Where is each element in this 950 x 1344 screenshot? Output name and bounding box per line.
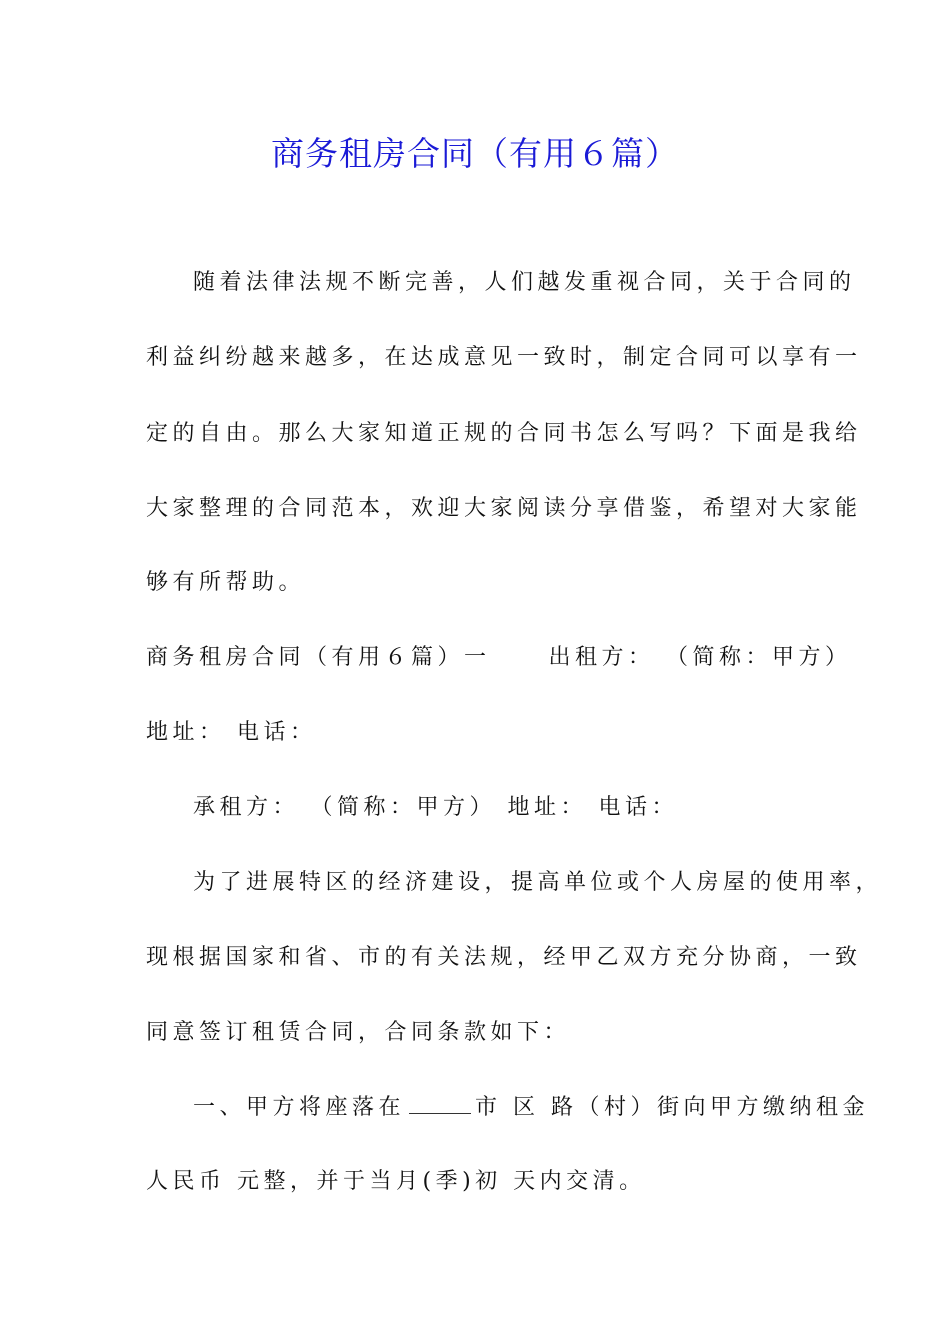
section-heading: 商务租房合同（有用６篇）一 bbox=[146, 645, 491, 670]
clause-1-text-start: 一、甲方将座落在 bbox=[193, 1095, 406, 1120]
fill-in-blank bbox=[409, 1095, 471, 1114]
lessor-line: 出租方： （简称：甲方） bbox=[548, 645, 852, 670]
section-heading-row bbox=[146, 643, 852, 673]
clause-1-line-2: 人民币 元整，并于当月(季)初 天内交清。 bbox=[146, 1169, 646, 1194]
clause-1-text-end: 市 区 路（村）街向甲方缴纳租金 bbox=[475, 1095, 870, 1120]
purpose-paragraph-line: 为了进展特区的经济建设，提高单位或个人房屋的使用率， bbox=[193, 870, 883, 895]
intro-paragraph-line: 定的自由。那么大家知道正规的合同书怎么写吗？下面是我给 bbox=[146, 421, 862, 446]
lessor-contact: 地址： 电话： bbox=[146, 720, 317, 745]
intro-paragraph-line: 随着法律法规不断完善，人们越发重视合同，关于合同的 bbox=[193, 270, 856, 295]
purpose-paragraph-line: 同意签订租赁合同，合同条款如下： bbox=[146, 1020, 571, 1045]
intro-paragraph-line: 大家整理的合同范本，欢迎大家阅读分享借鉴，希望对大家能 bbox=[146, 496, 862, 521]
clause-1-line bbox=[193, 1093, 869, 1123]
intro-paragraph-line: 够有所帮助。 bbox=[146, 570, 306, 595]
document-title: 商务租房合同（有用６篇） bbox=[271, 134, 679, 173]
purpose-paragraph-line: 现根据国家和省、市的有关法规，经甲乙双方充分协商，一致 bbox=[146, 945, 862, 970]
intro-paragraph-line: 利益纠纷越来越多，在达成意见一致时，制定合同可以享有一 bbox=[146, 345, 862, 370]
lessee-line: 承租方： （简称：甲方） 地址： 电话： bbox=[193, 795, 678, 820]
